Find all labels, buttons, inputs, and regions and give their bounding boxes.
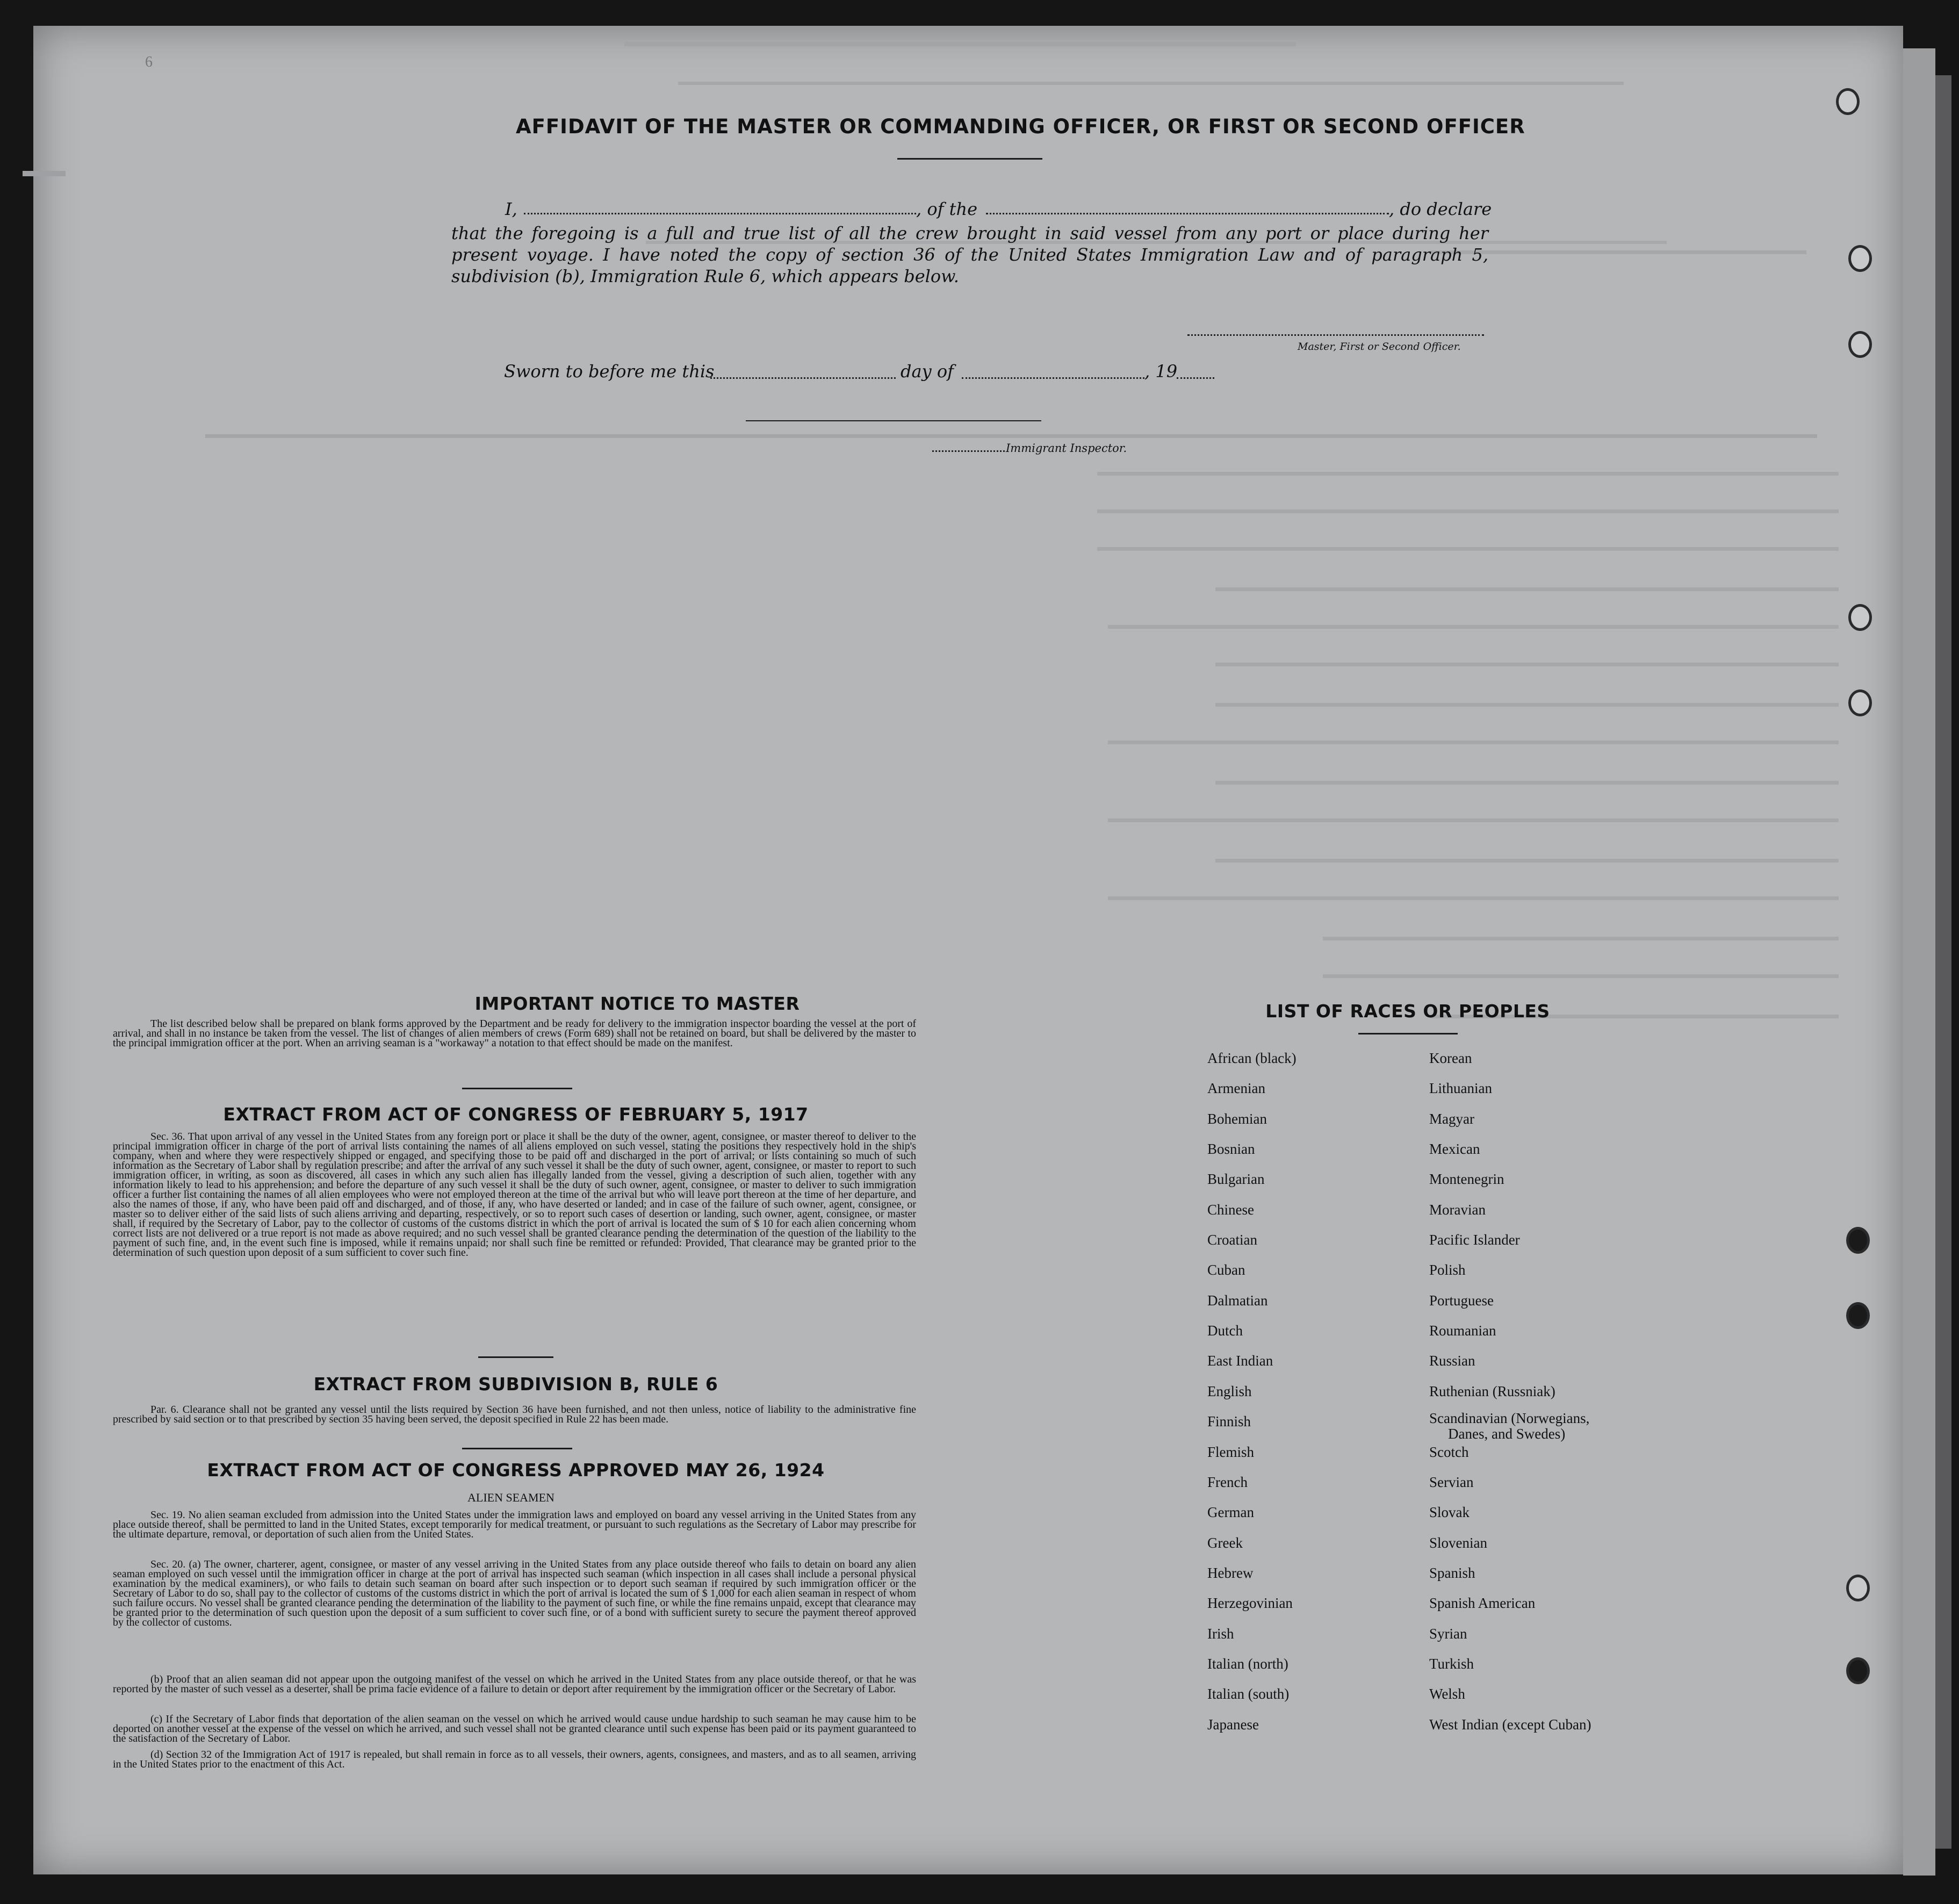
race-item: Irish bbox=[1207, 1626, 1234, 1642]
race-item: Korean bbox=[1429, 1050, 1472, 1066]
race-item: Slovak bbox=[1429, 1504, 1470, 1520]
affidavit-of-the: , of the bbox=[916, 199, 978, 219]
race-item: Cuban bbox=[1207, 1262, 1245, 1278]
race-item: Servian bbox=[1429, 1474, 1474, 1490]
race-item: Russian bbox=[1429, 1353, 1475, 1369]
punch-hole-icon bbox=[1846, 1657, 1870, 1684]
page-edge bbox=[1903, 48, 1935, 1876]
extract-1924-heading: EXTRACT FROM ACT OF CONGRESS APPROVED MAY 26, 1924 bbox=[207, 1460, 825, 1481]
title-underline bbox=[897, 158, 1042, 160]
sworn-day-field[interactable] bbox=[710, 377, 896, 379]
race-item: Scotch bbox=[1429, 1444, 1469, 1460]
race-item: Pacific Islander bbox=[1429, 1232, 1520, 1248]
inspector-label: Immigrant Inspector. bbox=[1006, 442, 1127, 455]
race-item: Lithuanian bbox=[1429, 1080, 1492, 1096]
race-item: Bohemian bbox=[1207, 1111, 1267, 1127]
race-item: Flemish bbox=[1207, 1444, 1255, 1460]
sworn-year: , 19 bbox=[1144, 361, 1178, 382]
race-item: Polish bbox=[1429, 1262, 1466, 1278]
affidavit-do-declare: , do declare bbox=[1389, 199, 1492, 219]
punch-hole-icon bbox=[1848, 604, 1872, 631]
notice-heading: IMPORTANT NOTICE TO MASTER bbox=[474, 993, 800, 1014]
race-item: Roumanian bbox=[1429, 1323, 1496, 1339]
inspector-signature-line[interactable] bbox=[746, 420, 1041, 421]
vessel-field[interactable] bbox=[986, 213, 1389, 214]
race-item: Hebrew bbox=[1207, 1565, 1254, 1581]
punch-hole-icon bbox=[1846, 1302, 1870, 1329]
extract-1917-divider bbox=[478, 1356, 553, 1358]
race-item: East Indian bbox=[1207, 1353, 1273, 1369]
affidavit-title: AFFIDAVIT OF THE MASTER OR COMMANDING OFFICER, OR FIRST OR SECOND OFFICER bbox=[516, 115, 1525, 138]
extract-rule6-divider bbox=[462, 1448, 572, 1449]
race-item: Scandinavian (Norwegians, bbox=[1429, 1410, 1590, 1426]
race-item: Bulgarian bbox=[1207, 1171, 1265, 1187]
notice-divider bbox=[462, 1088, 572, 1089]
race-item: Japanese bbox=[1207, 1716, 1259, 1733]
race-item: Chinese bbox=[1207, 1202, 1254, 1218]
race-item: Syrian bbox=[1429, 1626, 1467, 1642]
race-item: Italian (north) bbox=[1207, 1656, 1288, 1672]
sworn-year-field[interactable] bbox=[1177, 377, 1214, 379]
name-field[interactable] bbox=[524, 213, 916, 214]
extract-1917-heading: EXTRACT FROM ACT OF CONGRESS OF FEBRUARY 5, 1917 bbox=[223, 1104, 809, 1125]
race-item: Bosnian bbox=[1207, 1141, 1255, 1157]
sec-20c-text: (c) If the Secretary of Labor finds that deportation of the alien seaman on the vessel on which he arrived would cause undue hardship to such seaman he may cause him to be deported on another vessel at the expense of the vessel on which he arrived, and such vessel shall not be granted clearance until such expense has been paid or its payment guaranteed to the satisfaction of the Secretary of Labor. bbox=[113, 1713, 916, 1744]
race-item: Danes, and Swedes) bbox=[1448, 1426, 1566, 1442]
sworn-day-of: day of bbox=[901, 361, 954, 382]
sec-19-text: Sec. 19. No alien seaman excluded from admission into the United States under the immigration laws and employed on board any vessel arriving in the United States from any place outside thereof, shall be permitted to land in the United States, except temporarily for medical treatment, or pursuant to such regulations as the Secretary of Labor may prescribe for the ultimate departure, removal, or deportation of such alien from the United States. bbox=[113, 1509, 916, 1540]
punch-hole-icon bbox=[1848, 245, 1872, 272]
affidavit-i: I, bbox=[505, 199, 517, 219]
race-item: Greek bbox=[1207, 1535, 1243, 1551]
race-item: West Indian (except Cuban) bbox=[1429, 1716, 1591, 1733]
punch-hole-icon bbox=[1846, 1575, 1870, 1601]
race-item: Slovenian bbox=[1429, 1535, 1487, 1551]
affidavit-declaration: that the foregoing is a full and true list of all the crew brought in said vessel from any port or place during her present voyage. I have noted the copy of section 36 of the United States Immigration Law and of paragraph 5, subdivision (b), Immigration Rule 6, which appears below. bbox=[451, 223, 1488, 286]
extract-1917-text: Sec. 36. That upon arrival of any vessel in the United States from any foreign port or place it shall be the duty of the owner, agent, consignee, or master thereof to deliver to the principal immigration officer in charge of the port of arrival lists containing the names of all aliens employed on such vessel, stating the positions they respectively hold in the ship's company, when and where they were respectively shipped or engaged, and specifying those to be paid off and discharged in the port of arrival; or lists containing so much of such information as the Secretary of Labor shall by regulation prescribe; and after the arrival of any such vessel it shall be the duty of such owner, agent, consignee, or master to report to such immigration officer, in writing, as soon as discovered, all cases in which any such alien has illegally landed from the vessel, giving a description of such alien, together with any information likely to lead to his apprehension; and before the departure of any such vessel it shall be the duty of such owner, agent, consignee, or master to deliver to such immigration officer a further list containing the names of all alien employees who were not employed thereon at the time of the arrival but who will leave port thereon at the time of her departure, and also the names of those, if any, who have been paid off and discharged, and of those, if any, who have deserted or landed; and in case of the failure of such owner, agent, consignee, or master so to deliver either of the said lists of such aliens arriving and departing, respectively, or so to report such cases of desertion or landing, such owner, agent, consignee, or master shall, if required by the Secretary of Labor, pay to the collector of customs of the customs district in which the port of arrival is located the sum of $ 10 for each alien concerning whom correct lists are not delivered or a true report is not made as above required; and no such vessel shall be granted clearance pending the determination of the question of the liability to the payment of such fine, and, in the event such fine is imposed, while it remains unpaid; nor shall such fine be remitted or refunded: Provided, That clearance may be granted prior to the determination of such question upon deposit of a sum sufficient to cover such fine. bbox=[113, 1131, 916, 1259]
race-item: Herzegovinian bbox=[1207, 1595, 1293, 1611]
inspector-dots bbox=[932, 450, 1005, 452]
race-item: Armenian bbox=[1207, 1080, 1265, 1096]
punch-hole-icon bbox=[1848, 689, 1872, 716]
race-item: Portuguese bbox=[1429, 1292, 1494, 1309]
race-item: Finnish bbox=[1207, 1413, 1251, 1429]
race-item: Croatian bbox=[1207, 1232, 1257, 1248]
race-item: African (black) bbox=[1207, 1050, 1297, 1066]
sec-20b-text: (b) Proof that an alien seaman did not appear upon the outgoing manifest of the vessel on which he arrived in the United States from any place outside thereof, or that he was reported by the master of such vessel as a deserter, shall be prima facie evidence of a failure to detain or deport after requirement by the immigration officer or the Secretary of Labor. bbox=[113, 1673, 916, 1695]
race-item: German bbox=[1207, 1504, 1254, 1520]
race-item: Spanish American bbox=[1429, 1595, 1536, 1611]
races-underline bbox=[1358, 1033, 1458, 1034]
extract-rule6-text: Par. 6. Clearance shall not be granted any vessel until the lists required by Section 36 have been furnished, and not then unless, notice of liability to the administrative fine prescribed by said section or to that prescribed by section 35 having been served, the deposit specified in Rule 22 has been made. bbox=[113, 1404, 916, 1425]
extract-rule6-heading: EXTRACT FROM SUBDIVISION B, RULE 6 bbox=[313, 1374, 718, 1395]
race-item: Moravian bbox=[1429, 1202, 1486, 1218]
notice-text: The list described below shall be prepared on blank forms approved by the Department and be ready for delivery to the immigration inspector boarding the vessel at the port of arrival, and shall in no instance be taken from the vessel. The list of changes of alien members of crews (Form 689) shall not be retained on board, but shall be delivered by the master to the principal immigration officer at the port. When an arriving seaman is a "workaway" a notation to that effect should be made on the manifest. bbox=[113, 1018, 916, 1049]
sworn-prefix: Sworn to before me this bbox=[504, 361, 715, 382]
race-item: Magyar bbox=[1429, 1111, 1474, 1127]
race-item: English bbox=[1207, 1383, 1252, 1399]
race-item: Dutch bbox=[1207, 1323, 1243, 1339]
sec-20d-text: (d) Section 32 of the Immigration Act of 1917 is repealed, but shall remain in force as to all vessels, their owners, agents, consignees, and masters, and as to all seamen, arriving in the United States prior to the enactment of this Act. bbox=[113, 1749, 916, 1770]
punch-hole-icon bbox=[1846, 1227, 1870, 1254]
alien-seamen-subheading: ALIEN SEAMEN bbox=[467, 1491, 554, 1504]
race-item: Ruthenian (Russniak) bbox=[1429, 1383, 1555, 1399]
race-item: Italian (south) bbox=[1207, 1686, 1290, 1702]
race-item: Dalmatian bbox=[1207, 1292, 1268, 1309]
punch-hole-icon bbox=[1836, 88, 1860, 115]
race-item: Mexican bbox=[1429, 1141, 1480, 1157]
race-item: Welsh bbox=[1429, 1686, 1465, 1702]
race-item: Spanish bbox=[1429, 1565, 1475, 1581]
races-heading: LIST OF RACES OR PEOPLES bbox=[1265, 1001, 1550, 1022]
race-item: Montenegrin bbox=[1429, 1171, 1504, 1187]
officer-signature-field[interactable] bbox=[1187, 334, 1484, 336]
officer-signature-label: Master, First or Second Officer. bbox=[1298, 341, 1461, 353]
race-item: Turkish bbox=[1429, 1656, 1474, 1672]
race-item: French bbox=[1207, 1474, 1248, 1490]
sworn-month-field[interactable] bbox=[962, 377, 1144, 379]
page-number: 6 bbox=[145, 54, 153, 70]
punch-hole-icon bbox=[1848, 331, 1872, 358]
page-edge-shadow bbox=[1935, 75, 1951, 1849]
sec-20a-text: Sec. 20. (a) The owner, charterer, agent, consignee, or master of any vessel arriving in the United States from any place outside thereof who fails to detain on board any alien seaman employed on such vessel until the immigration officer in charge at the port of arrival has inspected such seaman (which inspection in all cases shall include a personal physical examination by the medical examiners), or who fails to detain such seaman on board after such inspection or to deport such seaman if required by such immigration officer or the Secretary of Labor to do so, shall pay to the collector of customs of the customs district in which the port of arrival is located the sum of $ 1,000 for each alien seaman in respect of whom such failure occurs. No vessel shall be granted clearance pending the determination of the liability to the payment of such fine, or while the fine remains unpaid, except that clearance may be granted prior to the determination of such question upon the deposit of a sum sufficient to cover such fine, or of a bond with sufficient surety to secure the payment thereof approved by the collector of customs. bbox=[113, 1558, 916, 1628]
